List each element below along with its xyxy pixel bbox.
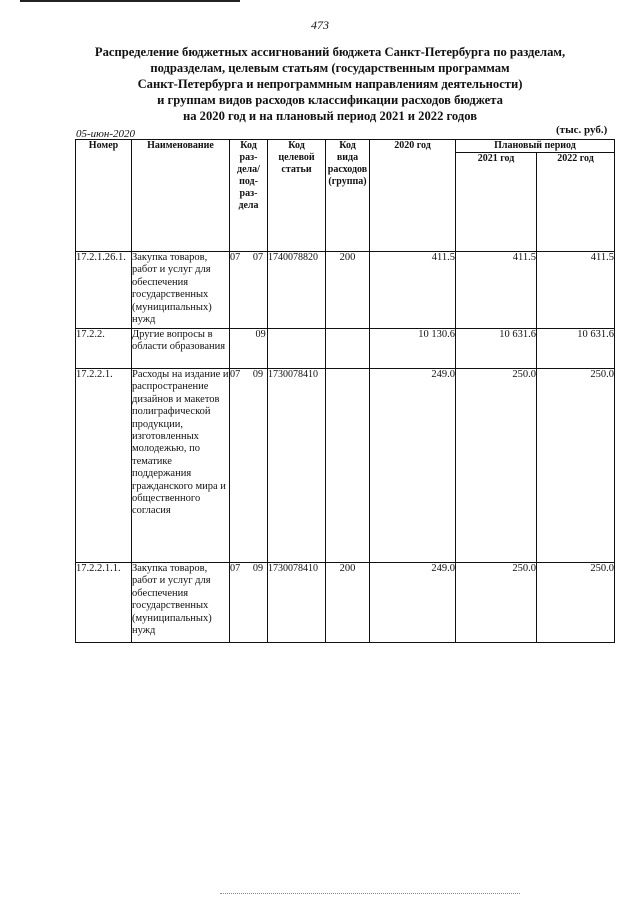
header-year-2021: 2021 год <box>456 153 537 252</box>
row-name: Другие вопросы в области образования <box>132 329 230 369</box>
row-amount-2022: 411.5 <box>537 252 615 329</box>
budget-table <box>75 139 615 643</box>
row-amount-2022: 10 631.6 <box>537 329 615 369</box>
row-amount-2020: 249.0 <box>370 563 456 643</box>
row-number: 17.2.2.1.1. <box>76 563 132 643</box>
table-header-row <box>76 140 615 153</box>
row-amount-2020: 10 130.6 <box>370 329 456 369</box>
header-section-code: Код раз- дела/ под- раз- дела <box>230 140 268 252</box>
row-section-code: 09 <box>230 329 268 369</box>
row-amount-2022: 250.0 <box>537 369 615 563</box>
header-year-2022: 2022 год <box>537 153 615 252</box>
table-row <box>76 252 615 329</box>
scan-footer-mark <box>220 893 520 895</box>
row-section-code: 07 09 <box>230 369 268 563</box>
row-amount-2021: 411.5 <box>456 252 537 329</box>
header-target-code: Код целевой статьи <box>268 140 326 252</box>
title-line: Распределение бюджетных ассигнований бюджета Санкт-Петербурга по разделам, <box>94 45 566 59</box>
row-name: Закупка товаров, работ и услуг для обеспечения государственных (муниципальных) нужд <box>132 252 230 329</box>
row-expense-code <box>326 369 370 563</box>
header-planned-period: Плановый период <box>456 140 615 153</box>
document-date: 05-июн-2020 <box>76 128 136 140</box>
scan-edge-mark <box>20 0 240 5</box>
row-target-code: 1730078410 <box>268 563 326 643</box>
table-row <box>76 369 615 563</box>
row-expense-code: 200 <box>326 563 370 643</box>
table-row <box>76 563 615 643</box>
title-line: Санкт-Петербурга и непрограммным направлениям деятельности) <box>137 77 523 91</box>
row-section-code: 07 07 <box>230 252 268 329</box>
row-expense-code <box>326 329 370 369</box>
units-label: (тыс. руб.) <box>556 124 608 136</box>
row-amount-2021: 250.0 <box>456 563 537 643</box>
header-expense-code: Код вида расходов (группа) <box>326 140 370 252</box>
row-amount-2020: 411.5 <box>370 252 456 329</box>
row-target-code <box>268 329 326 369</box>
row-target-code: 1730078410 <box>268 369 326 563</box>
row-name: Закупка товаров, работ и услуг для обеспечения государственных (муниципальных) нужд <box>132 563 230 643</box>
row-number: 17.2.2.1. <box>76 369 132 563</box>
row-expense-code: 200 <box>326 252 370 329</box>
table-row <box>76 329 615 369</box>
header-name: Наименование <box>132 140 230 252</box>
row-number: 17.2.2. <box>76 329 132 369</box>
page-number: 473 <box>311 18 329 32</box>
row-amount-2022: 250.0 <box>537 563 615 643</box>
document-title <box>60 44 600 124</box>
row-amount-2020: 249.0 <box>370 369 456 563</box>
header-year-2020: 2020 год <box>370 140 456 252</box>
row-amount-2021: 250.0 <box>456 369 537 563</box>
row-target-code: 1740078820 <box>268 252 326 329</box>
header-number: Номер <box>76 140 132 252</box>
row-name: Расходы на издание и распространение дизайнов и макетов полиграфической продукции, изготовленных молодежью, по тематике поддержания гражданского мира и общественного согласия <box>132 369 230 563</box>
row-section-code: 07 09 <box>230 563 268 643</box>
title-line: и группам видов расходов классификации расходов бюджета <box>157 93 503 107</box>
title-line: подразделам, целевым статьям (государственным программам <box>150 61 510 75</box>
row-number: 17.2.1.26.1. <box>76 252 132 329</box>
row-amount-2021: 10 631.6 <box>456 329 537 369</box>
title-line: на 2020 год и на плановый период 2021 и 2022 годов <box>182 109 478 123</box>
